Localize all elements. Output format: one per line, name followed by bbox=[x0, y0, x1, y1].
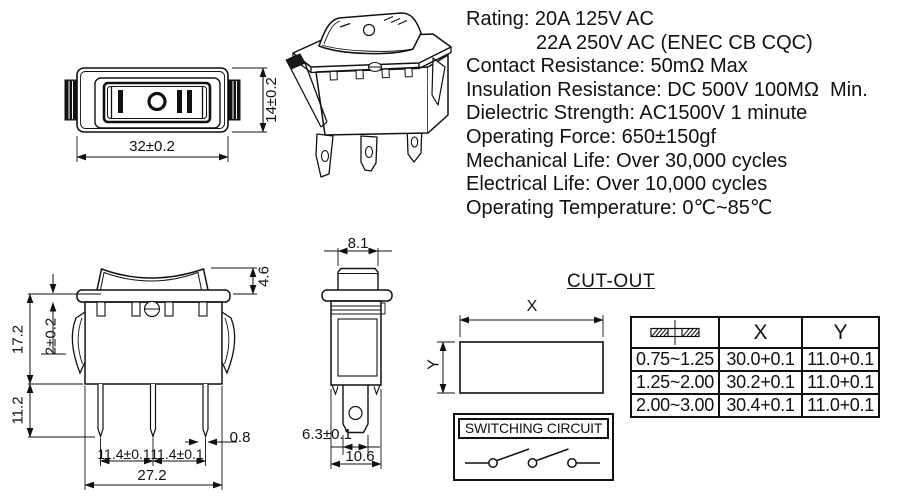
terminal-hole bbox=[349, 407, 362, 420]
terminal-pin bbox=[203, 384, 208, 437]
y-cell: 11.0+0.1 bbox=[802, 394, 879, 417]
thickness-cell: 1.25~2.00 bbox=[631, 371, 719, 394]
terminal-blade bbox=[361, 136, 377, 171]
dim-flange: 2±0.2 bbox=[42, 317, 60, 356]
spec-insulation-resistance: Insulation Resistance: DC 500V 100MΩ Min. bbox=[466, 78, 868, 101]
cutout-rect bbox=[460, 342, 603, 393]
terminal-pin bbox=[98, 384, 103, 437]
mounting-tab-left bbox=[65, 80, 76, 120]
y-cell: 11.0+0.1 bbox=[802, 348, 879, 371]
spring-clip-left bbox=[72, 312, 85, 373]
spec-electrical-life: Electrical Life: Over 10,000 cycles bbox=[466, 173, 768, 196]
spec-mechanical-life: Mechanical Life: Over 30,000 cycles bbox=[466, 149, 788, 172]
terminal-blade bbox=[316, 134, 333, 177]
switching-circuit-symbol bbox=[455, 442, 608, 478]
dim-body-height: 17.2 bbox=[9, 324, 27, 355]
cutout-col-y: Y bbox=[802, 317, 879, 348]
cutout-col-x: X bbox=[719, 317, 802, 348]
dim-terminal-width: 6.3±0.1 bbox=[302, 426, 352, 443]
dim-terminal-thickness: 0.8 bbox=[229, 429, 251, 446]
marking-i bbox=[118, 90, 123, 113]
dim-terminal-length: 11.2 bbox=[9, 396, 27, 425]
spec-operating-temperature: Operating Temperature: 0℃~85℃ bbox=[466, 196, 773, 219]
thickness-cell: 2.00~3.00 bbox=[631, 394, 719, 417]
spring-clip-right bbox=[222, 312, 235, 373]
switching-circuit-box bbox=[453, 413, 614, 481]
panel-view-drawing bbox=[5, 250, 277, 500]
bezel-outline bbox=[95, 78, 220, 128]
side-view-drawing bbox=[290, 235, 435, 480]
contact-terminal bbox=[528, 459, 536, 467]
cutout-table-header-row bbox=[631, 317, 879, 348]
spec-contact-resistance: Contact Resistance: 50mΩ Max bbox=[466, 55, 748, 78]
cutout-y-label: Y bbox=[425, 359, 443, 370]
cutout-table-row bbox=[631, 394, 879, 417]
mounting-tab-right bbox=[229, 80, 240, 120]
panel-thickness-header-cell bbox=[631, 317, 719, 348]
x-cell: 30.2+0.1 bbox=[719, 371, 802, 394]
contact-terminal bbox=[568, 459, 576, 467]
contact-terminal bbox=[489, 459, 497, 467]
marking-o bbox=[149, 94, 165, 110]
specifications bbox=[466, 8, 868, 220]
cutout-table bbox=[630, 316, 880, 418]
dim-rocker-height: 4.6 bbox=[255, 266, 273, 287]
cutout-table-row bbox=[631, 348, 879, 371]
terminal-pin bbox=[151, 384, 156, 437]
spec-rating-2: 22A 250V AC (ENEC CB CQC) bbox=[536, 31, 813, 54]
flange bbox=[77, 290, 230, 302]
dim-pitch-right: 11.4±0.1 bbox=[150, 446, 204, 462]
dim-knob-width: 8.1 bbox=[347, 235, 369, 252]
rocker-profile bbox=[97, 269, 208, 290]
spec-operating-force: Operating Force: 650±150gf bbox=[466, 125, 717, 148]
spec-dielectric-strength: Dielectric Strength: AC1500V 1 minute bbox=[466, 102, 808, 125]
cutout-title: CUT-OUT bbox=[567, 271, 655, 292]
flange bbox=[322, 290, 392, 301]
x-cell: 30.4+0.1 bbox=[719, 394, 802, 417]
perspective-view-drawing bbox=[280, 5, 465, 210]
thickness-cell: 0.75~1.25 bbox=[631, 348, 719, 371]
spec-rating: Rating: 20A 125V AC bbox=[466, 8, 654, 30]
dim-body-width: 27.2 bbox=[137, 467, 167, 484]
switching-circuit-title: SWITCHING CIRCUIT bbox=[458, 418, 609, 439]
dim-front-height: 14±0.2 bbox=[263, 77, 280, 123]
dim-body-depth: 10.6 bbox=[345, 448, 375, 465]
cutout-table-row bbox=[631, 371, 879, 394]
x-cell: 30.0+0.1 bbox=[719, 348, 802, 371]
panel-thickness-icon bbox=[643, 319, 707, 346]
y-cell: 11.0+0.1 bbox=[802, 371, 879, 394]
dim-pitch-left: 11.4±0.1 bbox=[97, 446, 151, 462]
marking-ii bbox=[177, 90, 182, 113]
dim-front-width: 32±0.2 bbox=[129, 138, 175, 155]
knob bbox=[338, 269, 378, 291]
cutout-x-label: X bbox=[526, 298, 538, 315]
front-view-drawing bbox=[50, 50, 290, 175]
marking-ii bbox=[187, 90, 192, 113]
